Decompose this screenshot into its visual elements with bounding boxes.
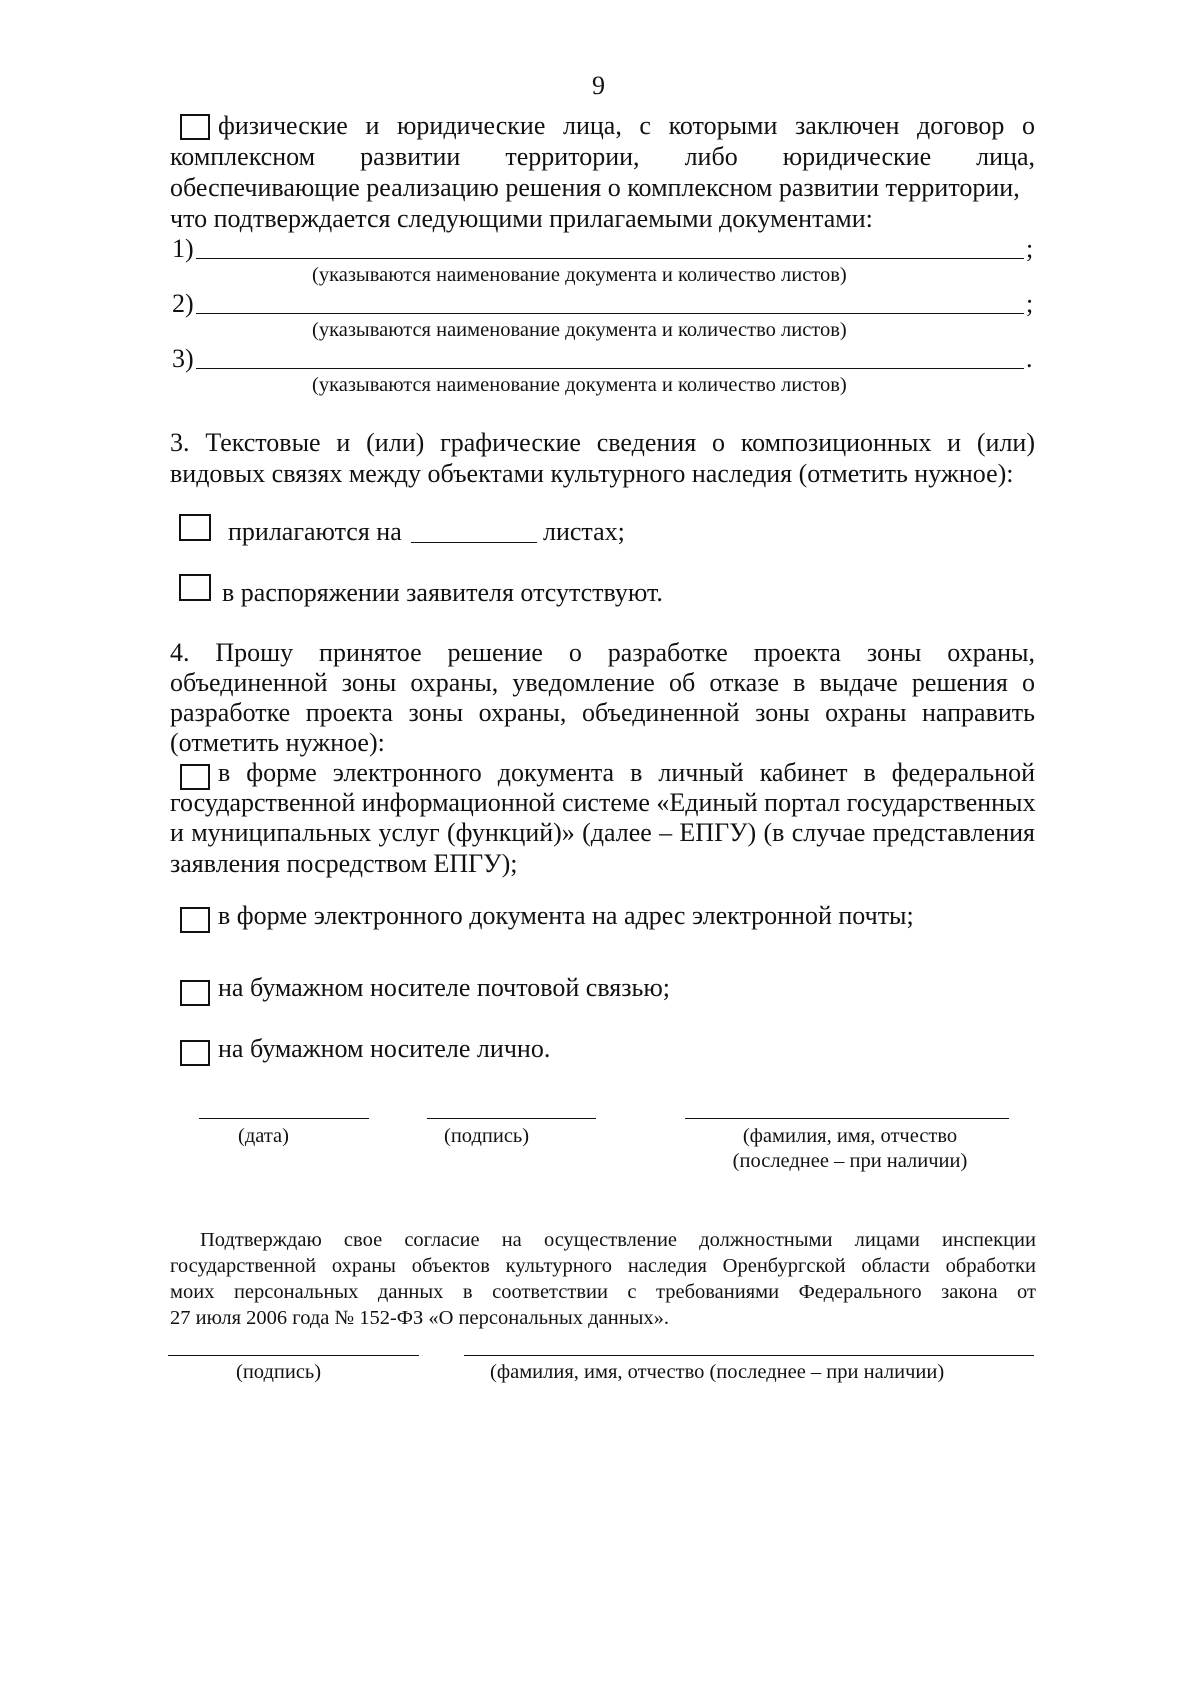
- applicant-line-1: физические и юридические лица, с которыми заключен договор о: [218, 111, 1035, 140]
- item-3-number: 3): [172, 344, 194, 373]
- consent-name-label: (фамилия, имя, отчество (последнее – при наличии): [490, 1361, 945, 1383]
- date-label: (дата): [238, 1125, 289, 1147]
- full-name-field[interactable]: [685, 1118, 1009, 1119]
- item-2-field[interactable]: [196, 313, 1024, 314]
- section3-option1-checkbox[interactable]: [179, 514, 211, 541]
- section4-line-1: 4. Прошу принятое решение о разработке проекта зоны охраны,: [170, 638, 1035, 667]
- applicant-line-2: комплексном развитии территории, либо юридические лица,: [170, 142, 1035, 171]
- sheets-count-field[interactable]: [411, 542, 537, 543]
- delivery-personal-text: на бумажном носителе лично.: [218, 1034, 551, 1063]
- item-2-hint: (указываются наименование документа и количество листов): [312, 319, 847, 341]
- section3-option1-text: прилагаются на: [228, 517, 402, 546]
- delivery-post-text: на бумажном носителе почтовой связью;: [218, 973, 670, 1002]
- item-1-field[interactable]: [196, 258, 1024, 259]
- page-number: 9: [592, 71, 605, 100]
- date-field[interactable]: [199, 1118, 369, 1119]
- delivery-post-checkbox[interactable]: [180, 980, 210, 1006]
- full-name-label-2: (последнее – при наличии): [732, 1150, 968, 1172]
- delivery-personal-checkbox[interactable]: [180, 1040, 210, 1066]
- signature-label: (подпись): [444, 1125, 530, 1147]
- signature-field[interactable]: [427, 1118, 596, 1119]
- delivery-email-checkbox[interactable]: [180, 907, 210, 933]
- item-3-end: .: [1026, 344, 1033, 373]
- item-1-number: 1): [172, 234, 194, 263]
- item-1-hint: (указываются наименование документа и количество листов): [312, 264, 847, 286]
- section3-line-1: 3. Текстовые и (или) графические сведения о композиционных и (или): [170, 428, 1035, 457]
- item-2-number: 2): [172, 289, 194, 318]
- section4-line-2: объединенной зоны охраны, уведомление об отказе в выдаче решения о: [170, 668, 1035, 697]
- delivery-email-text: в форме электронного документа на адрес электронной почты;: [218, 901, 914, 930]
- item-3-field[interactable]: [196, 368, 1024, 369]
- consent-line-2: государственной охраны объектов культурного наследия Оренбургской области обработки: [170, 1255, 1036, 1277]
- section3-line-2: видовых связях между объектами культурного наследия (отметить нужное):: [170, 459, 1014, 488]
- consent-signature-field[interactable]: [168, 1355, 419, 1356]
- consent-name-field[interactable]: [464, 1355, 1034, 1356]
- applicant-checkbox[interactable]: [180, 114, 210, 140]
- consent-line-1: Подтверждаю свое согласие на осуществление должностными лицами инспекции: [200, 1229, 1036, 1251]
- applicant-line-4: что подтверждается следующими прилагаемыми документами:: [170, 204, 873, 233]
- item-3-hint: (указываются наименование документа и количество листов): [312, 374, 847, 396]
- consent-line-3: моих персональных данных в соответствии с требованиями Федерального закона от: [170, 1281, 1036, 1303]
- section3-option1-after: листах;: [543, 517, 625, 546]
- applicant-line-3: обеспечивающие реализацию решения о комплексном развитии территории,: [170, 173, 1020, 202]
- delivery-epgu-line-3: и муниципальных услуг (функций)» (далее – ЕПГУ) (в случае представления: [170, 818, 1035, 847]
- delivery-epgu-line-1: в форме электронного документа в личный кабинет в федеральной: [218, 758, 1035, 787]
- delivery-epgu-line-2: государственной информационной системе «Единый портал государственных: [170, 788, 1036, 817]
- consent-signature-label: (подпись): [236, 1361, 322, 1383]
- item-2-end: ;: [1026, 289, 1034, 318]
- section4-line-3: разработке проекта зоны охраны, объединенной зоны охраны направить: [170, 698, 1035, 727]
- delivery-epgu-line-4: заявления посредством ЕПГУ);: [170, 849, 518, 878]
- full-name-label-1: (фамилия, имя, отчество: [742, 1125, 958, 1147]
- section4-line-4: (отметить нужное):: [170, 728, 385, 757]
- section3-option2-text: в распоряжении заявителя отсутствуют.: [222, 578, 663, 607]
- section3-option2-checkbox[interactable]: [179, 574, 211, 601]
- item-1-end: ;: [1026, 234, 1034, 263]
- consent-line-4: 27 июля 2006 года № 152-ФЗ «О персональных данных».: [170, 1307, 670, 1329]
